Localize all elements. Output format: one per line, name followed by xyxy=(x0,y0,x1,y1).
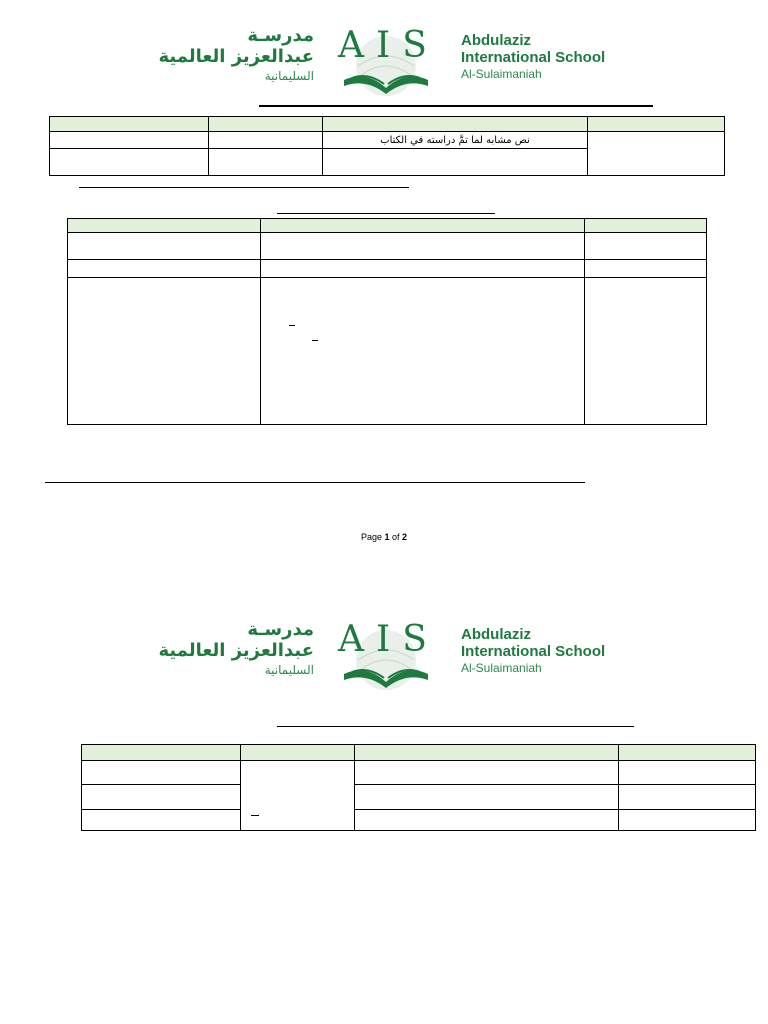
table-cell xyxy=(68,219,261,233)
arabic-name-line3: السليمانية xyxy=(264,69,314,83)
table-row xyxy=(50,132,725,149)
table-cell xyxy=(241,761,355,831)
table-cell xyxy=(82,761,241,785)
table-row xyxy=(68,278,707,425)
current-page-number: 1 xyxy=(384,532,390,542)
english-name-line1: Abdulaziz xyxy=(461,626,531,643)
table-row xyxy=(68,233,707,260)
table-cell xyxy=(619,745,756,761)
arabic-name-line3: السليمانية xyxy=(264,663,314,677)
arabic-name-line2: عبدالعزيز العالمية xyxy=(158,46,314,67)
table-cell xyxy=(68,278,261,425)
table-cell xyxy=(241,745,355,761)
table-cell xyxy=(585,260,707,278)
table-cell xyxy=(261,219,585,233)
school-name-english xyxy=(461,626,605,676)
school-header-1 xyxy=(150,26,620,106)
school-name-arabic xyxy=(159,620,315,678)
divider-line xyxy=(45,482,585,483)
table-cell xyxy=(619,810,756,831)
table-cell xyxy=(50,117,209,132)
table-cell xyxy=(619,761,756,785)
table-cell xyxy=(588,132,725,176)
table-cell xyxy=(209,117,323,132)
school-name-english xyxy=(461,32,605,82)
table-row xyxy=(68,260,707,278)
short-dash-mark xyxy=(251,815,259,816)
page-number-footer xyxy=(0,532,768,542)
table-cell xyxy=(261,233,585,260)
table-cell xyxy=(209,132,323,149)
short-dash-mark xyxy=(312,340,318,341)
divider-line xyxy=(79,187,409,188)
table-cell xyxy=(588,117,725,132)
school-name-arabic xyxy=(159,26,315,84)
section-underline xyxy=(277,213,495,214)
info-table-2 xyxy=(67,218,707,425)
page-word: Page xyxy=(360,532,382,542)
table-cell xyxy=(355,810,619,831)
info-table-3 xyxy=(81,744,756,831)
of-word: of xyxy=(392,532,400,542)
table-cell xyxy=(82,785,241,810)
table-cell xyxy=(619,785,756,810)
logo-letters: AIS xyxy=(338,25,439,66)
table-cell xyxy=(209,149,323,176)
table-row xyxy=(82,761,756,785)
table-row xyxy=(82,785,756,810)
table-cell xyxy=(585,278,707,425)
table-cell xyxy=(50,149,209,176)
english-name-line2: International School xyxy=(461,643,606,660)
table-cell xyxy=(355,761,619,785)
english-name-line1: Abdulaziz xyxy=(461,32,531,49)
text-type-cell: نص مشابه لما تمَّ دراسته في الكتاب xyxy=(323,132,588,149)
table-header-row xyxy=(82,745,756,761)
table-header-row xyxy=(68,219,707,233)
table-cell xyxy=(323,117,588,132)
info-table-1 xyxy=(49,116,725,176)
table-cell xyxy=(82,810,241,831)
table-cell xyxy=(261,278,585,425)
table-cell xyxy=(323,149,588,176)
school-header-2 xyxy=(150,620,620,700)
short-dash-mark xyxy=(289,325,295,326)
table-header-row xyxy=(50,117,725,132)
table-cell xyxy=(50,132,209,149)
table-row xyxy=(82,810,756,831)
table-cell xyxy=(355,785,619,810)
table-cell xyxy=(585,219,707,233)
total-pages-number: 2 xyxy=(402,532,408,542)
logo-letters: AIS xyxy=(338,619,439,660)
table-cell xyxy=(355,745,619,761)
school-logo xyxy=(338,619,439,692)
title-underline-1 xyxy=(259,105,653,107)
arabic-name-line1: مدرسـة xyxy=(247,25,314,46)
english-name-line3: Al-Sulaimaniah xyxy=(461,661,542,675)
school-logo xyxy=(338,25,439,98)
arabic-name-line1: مدرسـة xyxy=(247,619,314,640)
table-cell xyxy=(82,745,241,761)
arabic-name-line2: عبدالعزيز العالمية xyxy=(158,640,314,661)
english-name-line3: Al-Sulaimaniah xyxy=(461,67,542,81)
table-cell xyxy=(585,233,707,260)
table-cell xyxy=(68,260,261,278)
english-name-line2: International School xyxy=(461,49,606,66)
table-cell xyxy=(261,260,585,278)
title-underline-2 xyxy=(277,726,634,727)
table-cell xyxy=(68,233,261,260)
